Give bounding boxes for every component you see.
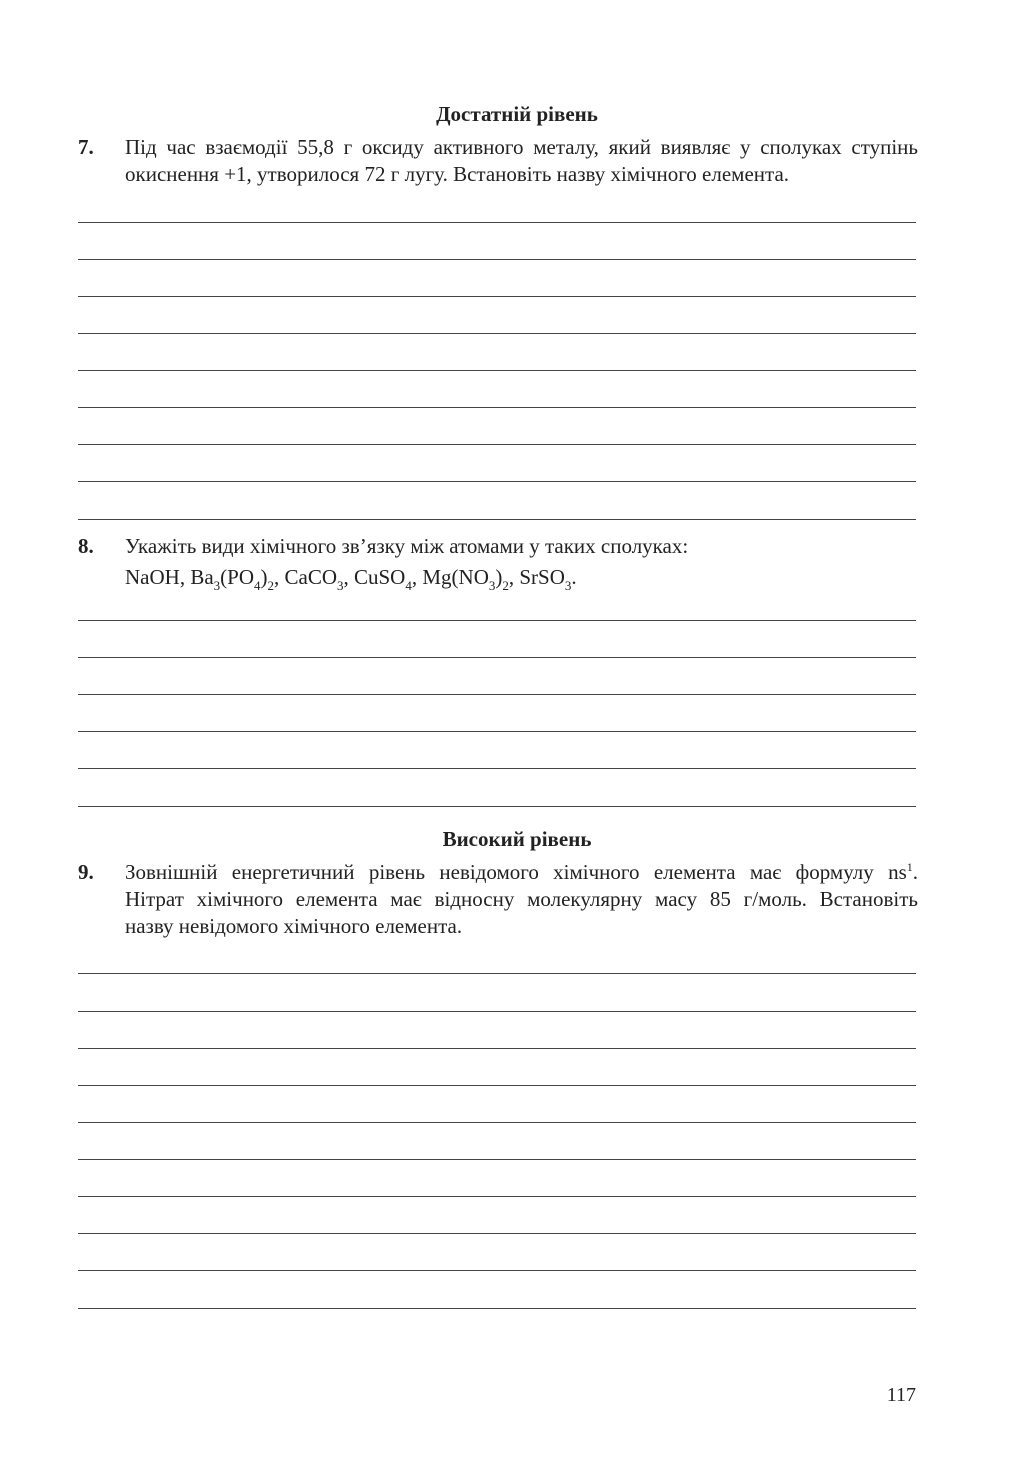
formula-text: , CuSO [343, 565, 406, 589]
task-number: 8. [78, 534, 94, 558]
answer-line[interactable] [78, 222, 916, 223]
answer-line[interactable] [78, 519, 916, 520]
task-text [125, 533, 918, 591]
answer-line[interactable] [78, 407, 916, 408]
answer-line[interactable] [78, 444, 916, 445]
task-text [125, 134, 918, 188]
answer-line[interactable] [78, 296, 916, 297]
formula-subscript: 2 [502, 578, 509, 593]
formula-subscript: 3 [213, 578, 221, 593]
task-8 [78, 533, 918, 591]
formula-text: . [571, 565, 577, 589]
task-text-line: назву невідомого хімічного елемента. [125, 914, 463, 938]
formula-subscript: 3 [488, 578, 496, 593]
formula-text: , Mg(NO [411, 565, 489, 589]
answer-line[interactable] [78, 1011, 916, 1012]
task-number: 9. [78, 860, 94, 884]
task-number: 7. [78, 135, 94, 159]
page-number: 117 [886, 1384, 916, 1406]
answer-line[interactable] [78, 806, 916, 807]
task-text-line [125, 859, 918, 886]
answer-line[interactable] [78, 973, 916, 974]
formula-subscript: 2 [267, 578, 274, 593]
answer-line[interactable] [78, 333, 916, 334]
formula-subscript: 4 [254, 578, 261, 593]
answer-line[interactable] [78, 1233, 916, 1234]
task-text-line: Нітрат хімічного елемента має відносну молекулярну масу 85 г/моль. Встановіть [125, 887, 918, 911]
section-heading-high: Високий рівень [442, 827, 592, 851]
answer-line[interactable] [78, 1308, 916, 1309]
task-7 [78, 134, 918, 188]
formula-subscript: 3 [337, 578, 344, 593]
answer-line[interactable] [78, 370, 916, 371]
answer-line[interactable] [78, 1270, 916, 1271]
task-9 [78, 859, 918, 940]
answer-line[interactable] [78, 620, 916, 621]
task-text-line: Укажіть види хімічного зв’язку між атомами у таких сполуках: [125, 534, 689, 558]
formula-text: , CaCO [274, 565, 337, 589]
answer-line[interactable] [78, 1048, 916, 1049]
formula-text: , SrSO [508, 565, 565, 589]
answer-line[interactable] [78, 731, 916, 732]
answer-line[interactable] [78, 657, 916, 658]
task-text-segment: . [912, 860, 918, 884]
section-heading-sufficient: Достатній рівень [436, 102, 598, 126]
answer-line[interactable] [78, 1085, 916, 1086]
formula-subscript: 4 [405, 578, 412, 593]
task-text [125, 859, 918, 940]
task-text-line: Під час взаємодії 55,8 г оксиду активного металу, який виявляє у сполуках ступінь [125, 135, 918, 159]
answer-line[interactable] [78, 259, 916, 260]
answer-line[interactable] [78, 1122, 916, 1123]
answer-line[interactable] [78, 694, 916, 695]
formula-text: (PO [220, 565, 254, 589]
task-text-line: окиснення +1, утворилося 72 г лугу. Встановіть назву хімічного елемента. [125, 162, 790, 186]
superscript: 1 [906, 860, 913, 874]
answer-line[interactable] [78, 1159, 916, 1160]
formula-text: ) [260, 565, 268, 589]
formula-text: NaOH, Ba [125, 565, 214, 589]
answer-line[interactable] [78, 768, 916, 769]
chemical-formulas [125, 564, 918, 591]
task-text-segment: Зовнішній енергетичний рівень невідомого хімічного елемента має формулу ns [125, 860, 907, 884]
formula-text: ) [495, 565, 503, 589]
formula-subscript: 3 [564, 578, 572, 593]
answer-line[interactable] [78, 1196, 916, 1197]
answer-line[interactable] [78, 481, 916, 482]
